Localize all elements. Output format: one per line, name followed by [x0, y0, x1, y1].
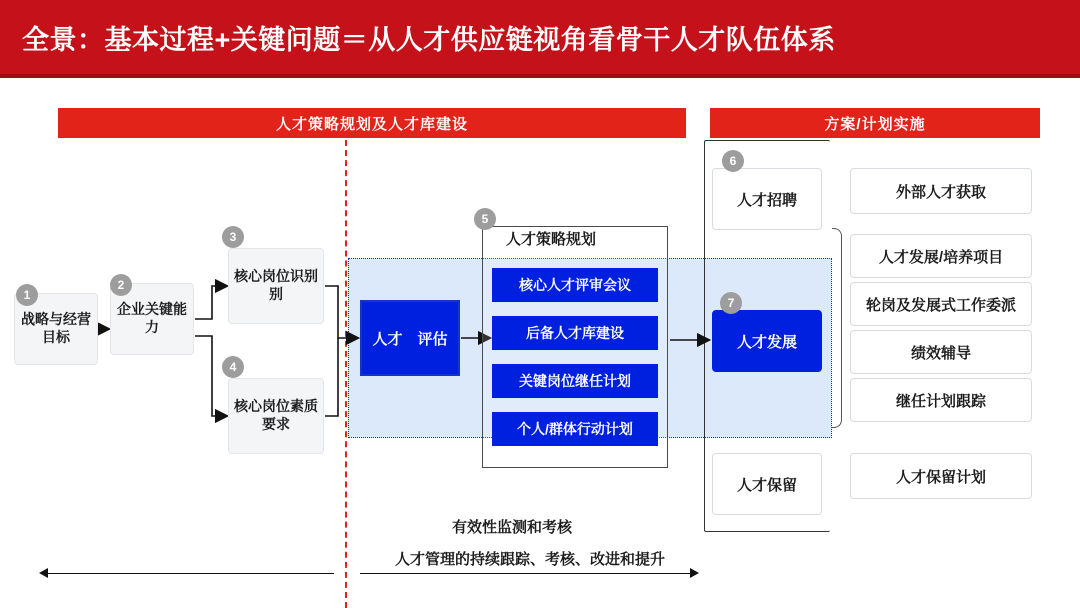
node-external-acquisition[interactable]: 外部人才获取 [850, 168, 1032, 214]
step-badge-4: 4 [222, 356, 244, 378]
node-succession-tracking[interactable]: 继任计划跟踪 [850, 378, 1032, 422]
footer-arrow-right-head [690, 568, 699, 578]
footer-line-2: 人才管理的持续跟踪、考核、改进和提升 [395, 551, 666, 568]
node-core-talent-review[interactable]: 核心人才评审会议 [492, 268, 658, 302]
node-talent-development[interactable]: 人才发展 [712, 310, 822, 372]
node-retention-plan[interactable]: 人才保留计划 [850, 453, 1032, 499]
step-badge-1: 1 [16, 284, 38, 306]
node-core-post-identify[interactable]: 核心岗位识别别 [228, 248, 324, 324]
node-talent-recruitment[interactable]: 人才招聘 [712, 168, 822, 230]
node-key-capability[interactable]: 企业关键能力 [110, 283, 194, 355]
node-development-program[interactable]: 人才发展/培养项目 [850, 234, 1032, 278]
step-badge-7: 7 [720, 292, 742, 314]
step-badge-3: 3 [222, 226, 244, 248]
diagram-canvas [0, 78, 1080, 608]
section-header-talent-strategy: 人才策略规划及人才库建设 [58, 108, 686, 138]
node-performance-coaching[interactable]: 绩效辅导 [850, 330, 1032, 374]
development-bracket [832, 228, 842, 428]
step-badge-6: 6 [722, 150, 744, 172]
slide-title-bar [0, 0, 1080, 74]
step-badge-2: 2 [110, 274, 132, 296]
footer-arrow-left-head [39, 568, 48, 578]
page-title: 全景：基本过程+关键问题＝从人才供应链视角看骨干人才队伍体系 [22, 24, 836, 55]
red-dashed-divider [345, 140, 347, 608]
footer-arrow-right-line [360, 573, 690, 574]
node-succession-plan[interactable]: 关键岗位继任计划 [492, 364, 658, 398]
step-badge-5: 5 [474, 208, 496, 230]
node-job-rotation[interactable]: 轮岗及发展式工作委派 [850, 282, 1032, 326]
node-core-post-quality[interactable]: 核心岗位素质要求 [228, 378, 324, 454]
talent-strategy-label: 人才策略规划 [506, 231, 597, 248]
node-talent-pool-building[interactable]: 后备人才库建设 [492, 316, 658, 350]
node-talent-assessment[interactable]: 人才 评估 [360, 300, 460, 376]
node-talent-retention[interactable]: 人才保留 [712, 453, 822, 515]
footer-line-1: 有效性监测和考核 [452, 519, 573, 536]
section-header-implementation: 方案/计划实施 [710, 108, 1040, 138]
node-strategy-goal[interactable]: 战略与经营目标 [14, 293, 98, 365]
node-action-plan[interactable]: 个人/群体行动计划 [492, 412, 658, 446]
footer-arrow-left-line [48, 573, 334, 574]
